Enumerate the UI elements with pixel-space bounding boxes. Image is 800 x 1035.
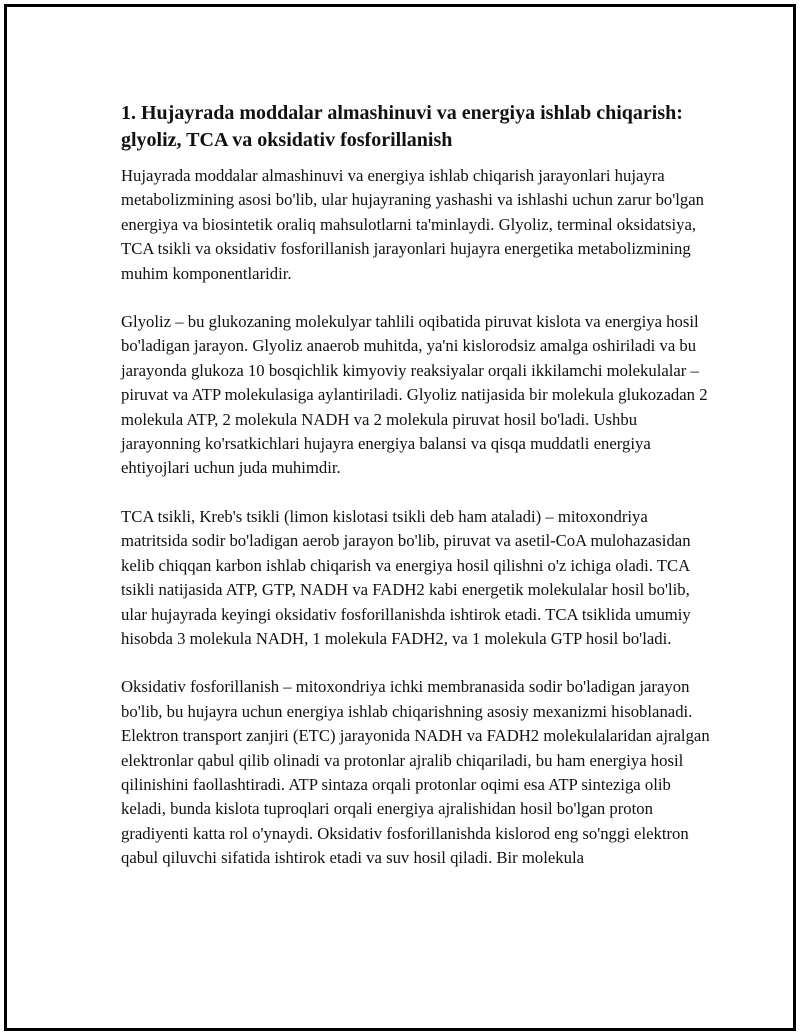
paragraph-glycolysis: Glyoliz – bu glukozaning molekulyar tahlili oqibatida piruvat kislota va energiya hosil bo'ladigan jarayon. Glyoliz anaerob muhitda, ya'ni kislorodsiz amalga oshiriladi va bu jarayonda glukoza 10 bosqichlik kimyoviy reaksiyalar orqali ikkilamchi molekulalar – piruvat va ATP molekulasiga aylantiriladi. Glyoliz natijasida bir molekula glukozadan 2 molekula ATP, 2 molekula NADH va 2 molekula piruvat hosil bo'ladi. Ushbu jarayonning ko'rsatkichlari hujayra energiya balansi va qisqa muddatli energiya ehtiyojlari uchun juda muhimdir. bbox=[121, 312, 708, 478]
page-frame bbox=[4, 4, 796, 1031]
paragraph-oxidative-phosphorylation: Oksidativ fosforillanish – mitoxondriya ichki membranasida sodir bo'ladigan jarayon bo'lib, bu hujayra uchun energiya ishlab chiqarishning asosiy mexanizmi hisoblanadi. Elektron transport zanjiri (ETC) jarayonida NADH va FADH2 molekulalaridan ajralgan elektronlar qabul qilib olinadi va protonlar ajralib chiqariladi, bu ham energiya hosil qilinishini faollashtiradi. ATP sintaza orqali protonlar oqimi esa ATP sinteziga olib keladi, bunda kislota tuproqlari orqali energiya ajralishidan hosil bo'lgan proton gradiyenti katta rol o'ynaydi. Oksidativ fosforillanishda kislorod eng so'nggi elektron qabul qiluvchi sifatida ishtirok etadi va suv hosil qiladi. Bir molekula bbox=[121, 677, 710, 868]
paragraph-tca-cycle: TCA tsikli, Kreb's tsikli (limon kislotasi tsikli deb ham ataladi) – mitoxondriya matritsida sodir bo'ladigan aerob jarayon bo'lib, piruvat va asetil-CoA mulohazasidan kelib chiqqan karbon ishlab chiqarish va energiya hosil qilishni o'z ichiga oladi. TCA tsikli natijasida ATP, GTP, NADH va FADH2 kabi energetik molekulalar hosil bo'lib, ular hujayrada keyingi oksidativ fosforillanishda ishtirok etadi. TCA tsiklida umumiy hisobda 3 molekula NADH, 1 molekula FADH2, va 1 molekula GTP hosil bo'ladi. bbox=[121, 506, 691, 648]
paragraph-intro: Hujayrada moddalar almashinuvi va energiya ishlab chiqarish jarayonlari hujayra metabolizmining asosi bo'lib, ular hujayraning yashashi va ishlashi uchun zarur bo'lgan energiya va biosintetik oraliq mahsulotlarni ta'minlaydi. Glyoliz, terminal oksidatsiya, TCA tsikli va oksidativ fosforillanish jarayonlari hujayra energetika metabolizmining muhim komponentlaridir. bbox=[121, 166, 704, 283]
document-body bbox=[121, 100, 711, 871]
section-title: 1. Hujayrada moddalar almashinuvi va energiya ishlab chiqarish: glyoliz, TCA va oksidativ fosforillanish bbox=[121, 102, 683, 151]
